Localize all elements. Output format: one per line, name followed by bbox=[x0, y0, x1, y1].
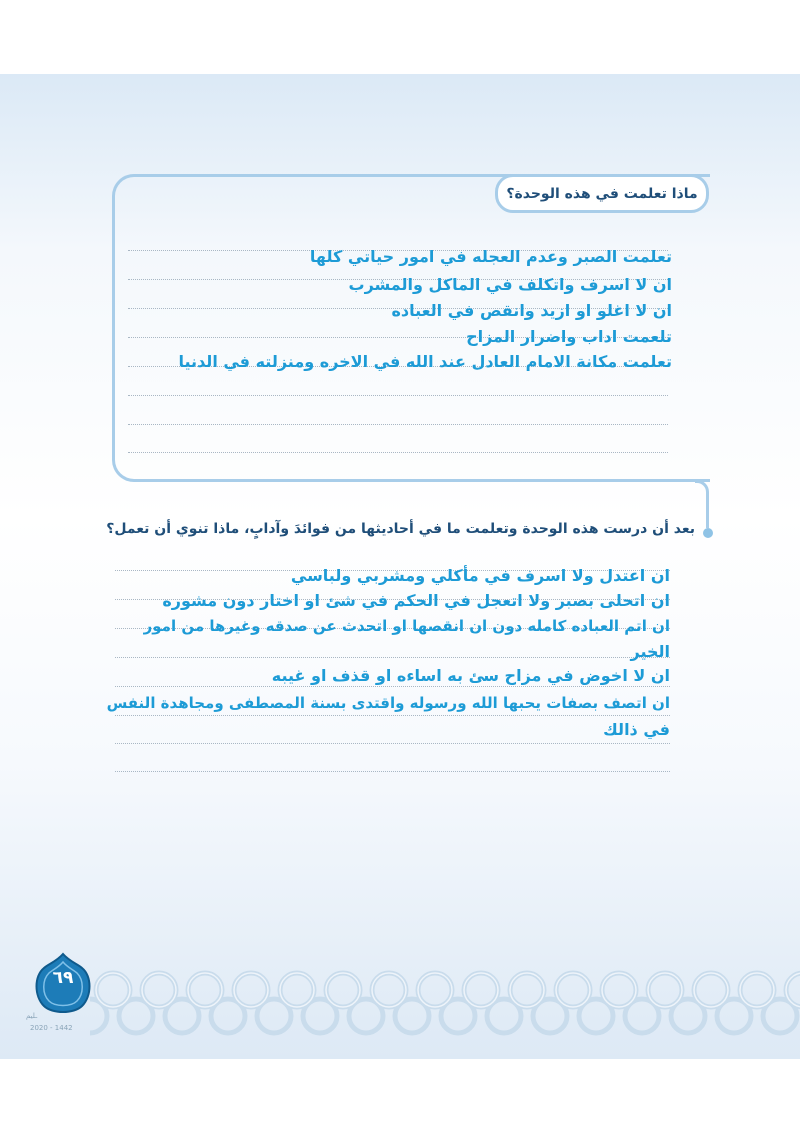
ruled-line bbox=[128, 452, 668, 454]
section2-answer: ان اتصف بصفات يحبها الله ورسوله واقتدى بسنة المصطفى ومجاهدة النفس bbox=[106, 694, 670, 712]
logo-year: 2020 - 1442 bbox=[30, 1024, 73, 1032]
section-connector bbox=[695, 480, 709, 528]
section2-answer: الخير bbox=[630, 642, 670, 661]
ruled-line bbox=[115, 743, 670, 745]
section2-heading: بعد أن درست هذه الوحدة وتعلمت ما في أحاديثها من فوائدَ وآدابٍ، ماذا تنوي أن تعمل؟ bbox=[106, 521, 695, 537]
ruled-line bbox=[128, 424, 668, 426]
section2-answer: ان لا اخوض في مزاح سئ به اساءه او قذف او غيبه bbox=[271, 666, 670, 685]
section2-answer: ان اتحلى بصبر ولا اتعجل في الحكم في شئ او اختار دون مشوره bbox=[162, 591, 670, 610]
section1-heading: ماذا تعلمت في هذه الوحدة؟ bbox=[495, 174, 709, 213]
ruled-line bbox=[115, 657, 670, 659]
section2-answer: ان اتم العباده كامله دون ان انقصها او اتحدث عن صدقه وغيرها من امور bbox=[143, 617, 670, 635]
section1-answer: ان لا اغلو او ازيد وانقص في العباده bbox=[391, 301, 672, 320]
section1-answer: ان لا اسرف واتكلف في الماكل والمشرب bbox=[348, 275, 672, 294]
logo-caption: ـليم bbox=[26, 1012, 38, 1020]
ruled-line bbox=[115, 715, 670, 717]
ruled-line bbox=[115, 771, 670, 773]
footer-ornament bbox=[90, 968, 800, 1038]
section1-answer: تعلمت مكانة الامام العادل عند الله في الاخره ومنزلته في الدنيا bbox=[178, 352, 672, 371]
section1-answer: تلعمت اداب واضرار المزاح bbox=[466, 327, 672, 346]
section2-answer: ان اعتدل ولا اسرف في مأكلي ومشربي ولباسي bbox=[290, 566, 670, 585]
page-number: ٦٩ bbox=[52, 968, 74, 988]
section1-answer: تعلمت الصبر وعدم العجله في امور حياتي كلها bbox=[309, 247, 672, 266]
ruled-line bbox=[128, 395, 668, 397]
ruled-line bbox=[115, 686, 670, 688]
section2-bullet bbox=[703, 528, 713, 538]
section2-answer: في ذالك bbox=[603, 720, 670, 739]
